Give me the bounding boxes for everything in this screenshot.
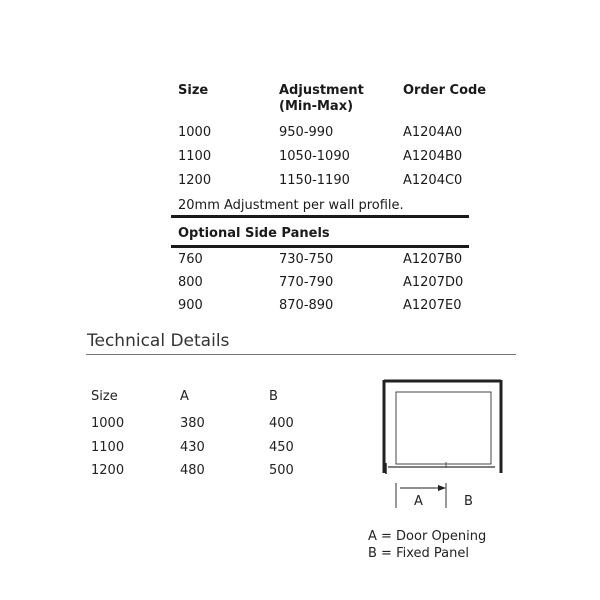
adjustment-note: 20mm Adjustment per wall profile.	[178, 198, 404, 213]
legend-fixed-panel: B = Fixed Panel	[368, 546, 469, 561]
cell-adjustment: 950-990	[279, 125, 334, 140]
cell-adjustment: 730-750	[279, 252, 334, 267]
header-size: Size	[178, 83, 209, 98]
cell-size: 1200	[178, 173, 212, 188]
cell-code: A1207E0	[403, 298, 462, 313]
cell-adjustment: 1050-1090	[279, 149, 350, 164]
header-adjustment-range: (Min-Max)	[279, 99, 354, 114]
cell-a: 480	[180, 463, 205, 478]
cell-b: 400	[269, 416, 294, 431]
cell-adjustment: 870-890	[279, 298, 334, 313]
dimension-label-a: A	[414, 494, 423, 509]
cell-size: 1100	[91, 440, 125, 455]
divider	[171, 215, 469, 218]
divider	[86, 354, 516, 355]
tech-header-a: A	[180, 389, 189, 404]
side-panels-title: Optional Side Panels	[178, 226, 330, 241]
cell-size: 1000	[178, 125, 212, 140]
legend-door-opening: A = Door Opening	[368, 529, 487, 544]
cell-a: 430	[180, 440, 205, 455]
fixed-panel-outline	[396, 392, 491, 464]
cell-b: 500	[269, 463, 294, 478]
cell-code: A1204B0	[403, 149, 463, 164]
cell-size: 1200	[91, 463, 125, 478]
frame-outline	[384, 380, 501, 473]
cell-code: A1207B0	[403, 252, 463, 267]
technical-details-title: Technical Details	[87, 331, 230, 351]
cell-size: 800	[178, 275, 203, 290]
cell-a: 380	[180, 416, 205, 431]
cell-code: A1207D0	[403, 275, 464, 290]
cell-size: 900	[178, 298, 203, 313]
cell-size: 1100	[178, 149, 212, 164]
header-order-code: Order Code	[403, 83, 487, 98]
tech-header-size: Size	[91, 389, 118, 404]
header-adjustment: Adjustment	[279, 83, 364, 98]
cell-adjustment: 1150-1190	[279, 173, 350, 188]
divider	[171, 245, 469, 248]
door-layout-diagram	[370, 370, 520, 520]
cell-code: A1204C0	[403, 173, 463, 188]
tech-header-b: B	[269, 389, 278, 404]
cell-b: 450	[269, 440, 294, 455]
cell-size: 1000	[91, 416, 125, 431]
direction-arrow-head	[438, 485, 446, 491]
dimension-label-b: B	[464, 494, 473, 509]
cell-code: A1204A0	[403, 125, 463, 140]
cell-adjustment: 770-790	[279, 275, 334, 290]
cell-size: 760	[178, 252, 203, 267]
